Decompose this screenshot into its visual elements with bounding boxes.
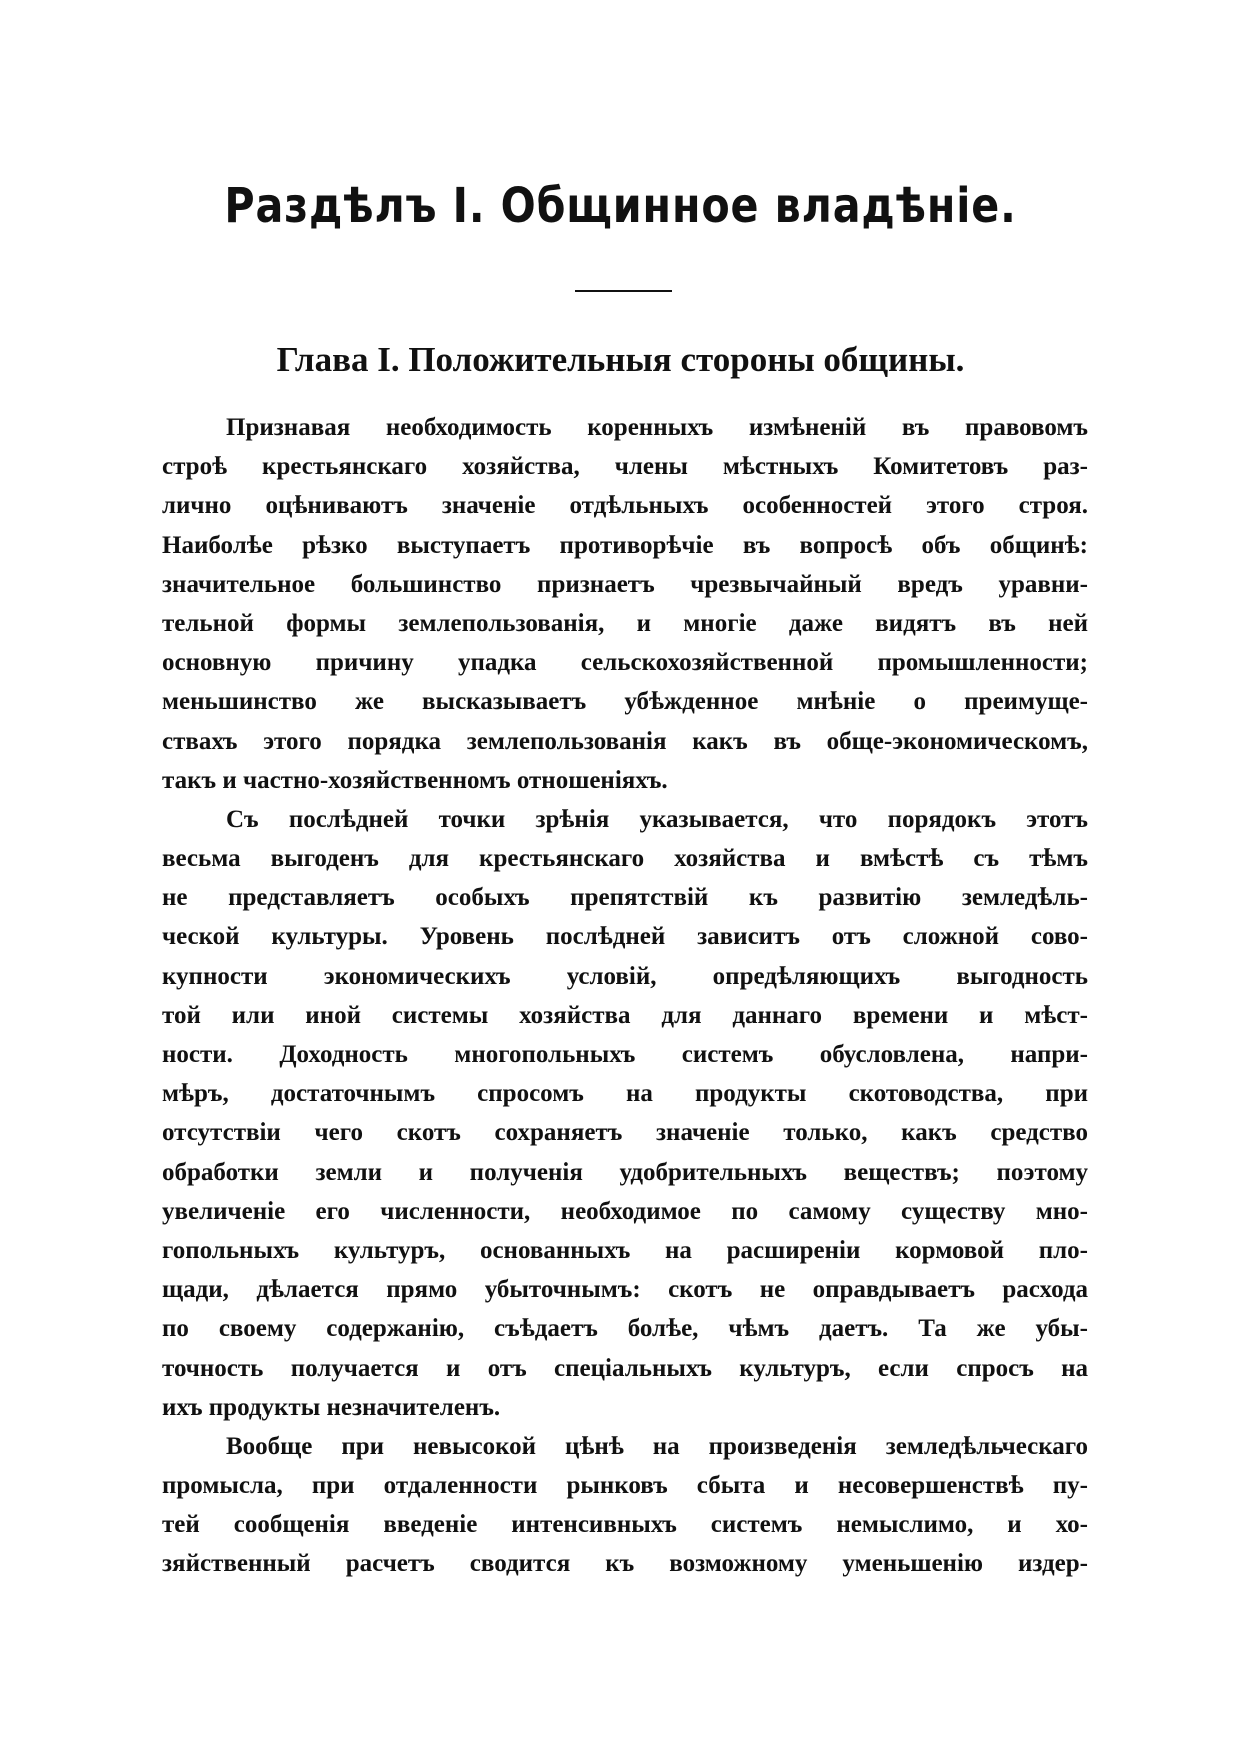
text-line: Наиболѣе рѣзко выступаетъ противорѣчіе въ вопросѣ объ общинѣ: [162, 531, 1088, 559]
text-line: мѣръ, достаточнымъ спросомъ на продукты скотоводства, при [162, 1080, 1088, 1108]
text-line: отсутствіи чего скотъ сохраняетъ значеніе только, какъ средство [162, 1119, 1088, 1147]
text-line: основную причину упадка сельскохозяйственной промышленности; [162, 649, 1088, 677]
text-line: ческой культуры. Уровень послѣдней зависитъ отъ сложной сово- [162, 923, 1088, 951]
text-line: точность получается и отъ спеціальныхъ культуръ, если спросъ на [162, 1354, 1088, 1382]
text-line: увеличеніе его численности, необходимое по самому существу мно- [162, 1197, 1088, 1225]
text-line: обработки земли и полученія удобрительныхъ веществъ; поэтому [162, 1158, 1088, 1186]
text-line: Признавая необходимость коренныхъ измѣненій въ правовомъ [226, 414, 1088, 441]
text-line: гопольныхъ культуръ, основанныхъ на расширеніи кормовой пло- [162, 1236, 1088, 1264]
text-line: тельной формы землепользованія, и многіе даже видятъ въ ней [162, 609, 1088, 637]
chapter-title: Глава I. Положительныя стороны общины. [276, 340, 965, 379]
text-line: строѣ крестьянскаго хозяйства, члены мѣстныхъ Комитетовъ раз- [162, 453, 1088, 481]
text-line: той или иной системы хозяйства для даннаго времени и мѣст- [162, 1001, 1088, 1029]
text-line: весьма выгоденъ для крестьянскаго хозяйства и вмѣстѣ съ тѣмъ [162, 845, 1088, 873]
text-line: тей сообщенія введеніе интенсивныхъ системъ немыслимо, и хо- [162, 1511, 1088, 1539]
text-line: ности. Доходность многопольныхъ системъ обусловлена, напри- [162, 1041, 1088, 1068]
section-title: Раздѣлъ I. Общинное владѣніе. [224, 178, 1017, 234]
text-line: лично оцѣниваютъ значеніе отдѣльныхъ особенностей этого строя. [162, 492, 1088, 520]
text-line: промысла, при отдаленности рынковъ сбыта и несовершенствѣ пу- [162, 1472, 1088, 1500]
title-divider [575, 290, 672, 292]
text-line: Вообще при невысокой цѣнѣ на произведенія земледѣльческаго [226, 1432, 1088, 1460]
text-line: щади, дѣлается прямо убыточнымъ: скотъ не оправдываетъ расхода [162, 1276, 1088, 1304]
text-line: по своему содержанію, съѣдаетъ болѣе, чѣмъ даетъ. Та же убы- [162, 1315, 1088, 1343]
body-text [162, 408, 1088, 1584]
text-line: ствахъ этого порядка землепользованія какъ въ обще-экономическомъ, [162, 727, 1088, 755]
text-line: не представляетъ особыхъ препятствій къ развитію земледѣль- [162, 884, 1088, 912]
text-line: ихъ продукты незначителенъ. [162, 1393, 501, 1421]
text-line: такъ и частно-хозяйственномъ отношеніяхъ. [162, 766, 668, 794]
text-line: меньшинство же высказываетъ убѣжденное мнѣніе о преимуще- [162, 688, 1088, 716]
text-line: купности экономическихъ условій, опредѣляющихъ выгодность [162, 962, 1088, 990]
text-line: зяйственный расчетъ сводится къ возможному уменьшенію издер- [162, 1550, 1088, 1578]
text-line: значительное большинство признаетъ чрезвычайный вредъ уравни- [162, 570, 1088, 598]
text-line: Съ послѣдней точки зрѣнія указывается, что порядокъ этотъ [226, 805, 1088, 833]
